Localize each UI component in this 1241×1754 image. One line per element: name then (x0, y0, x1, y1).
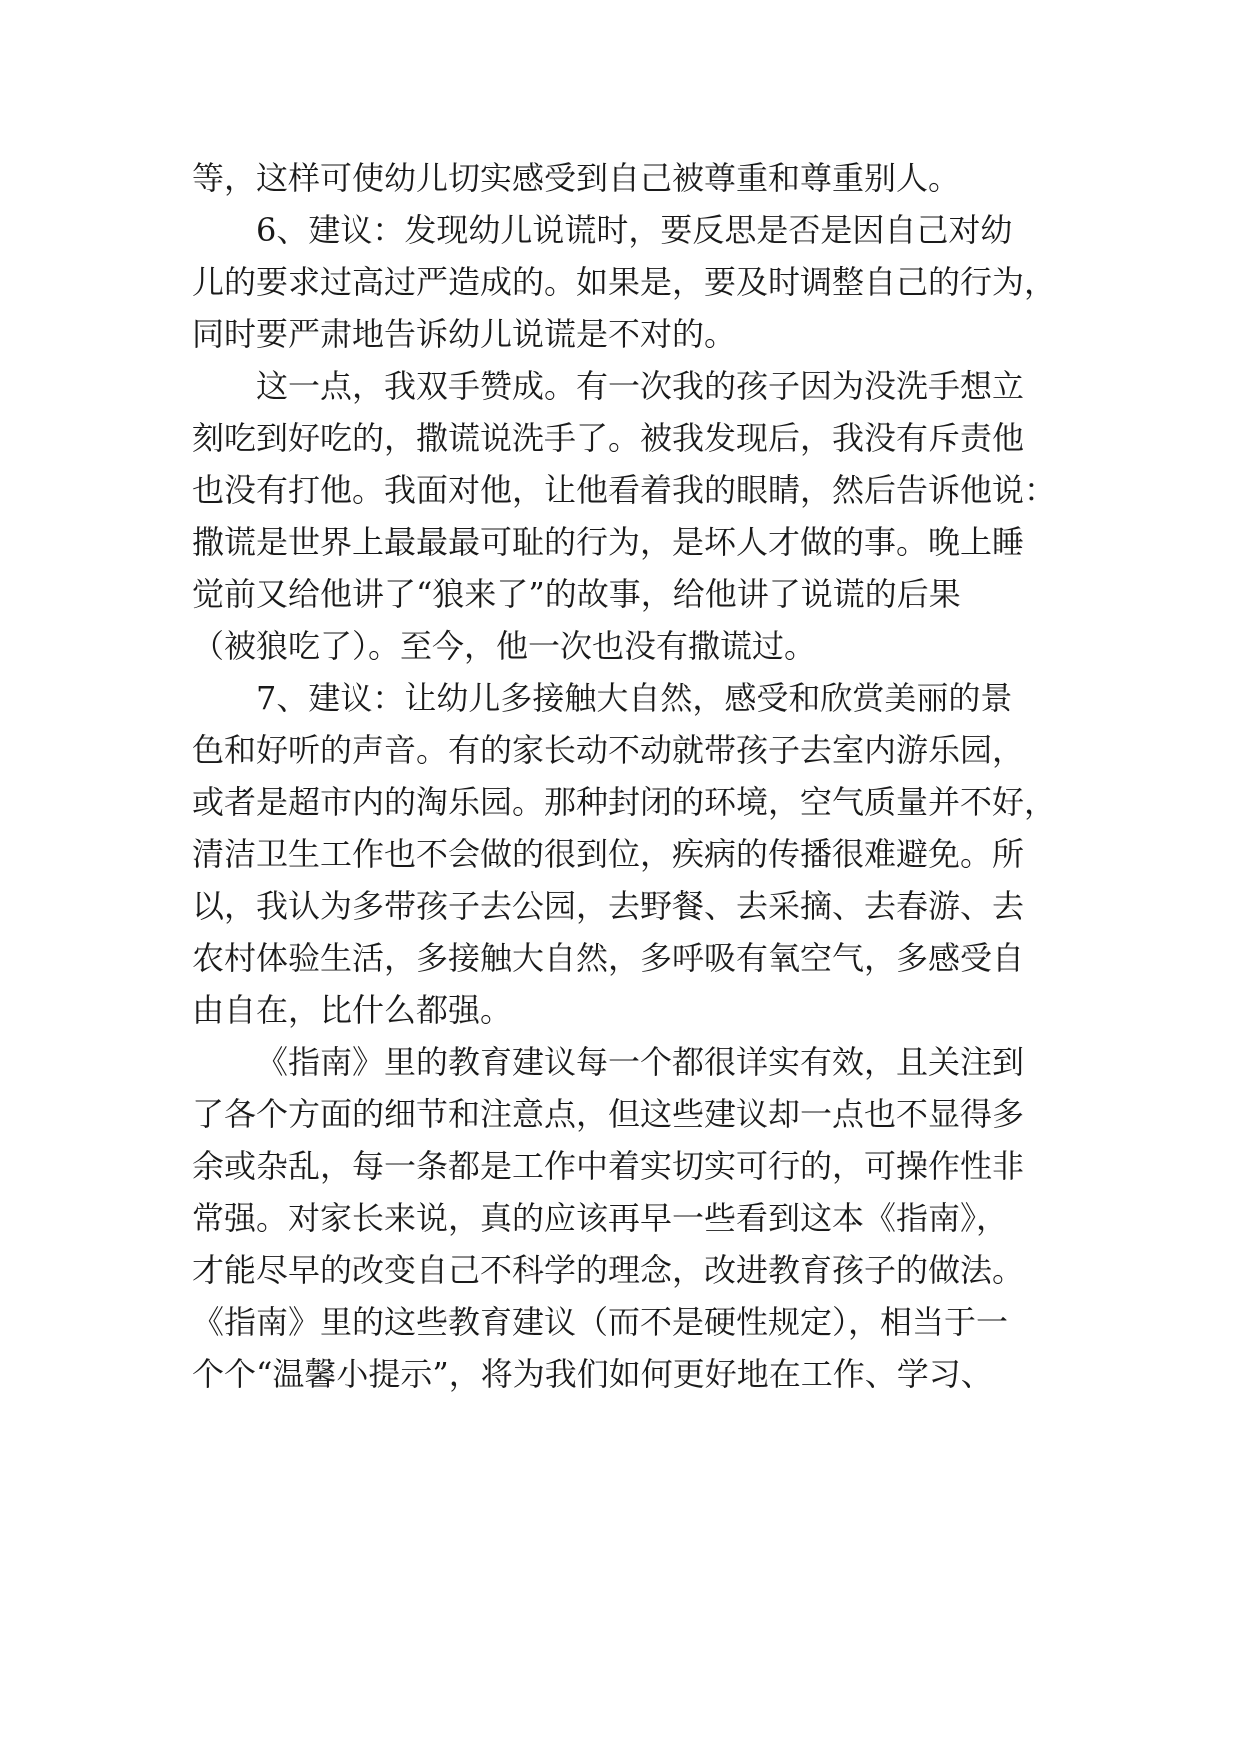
text-line: 以，我认为多带孩子去公园，去野餐、去采摘、去春游、去 (192, 887, 1025, 925)
text-line: 清洁卫生工作也不会做的很到位，疾病的传播很难避免。所 (192, 835, 1025, 873)
text-line: 7、建议：让幼儿多接触大自然，感受和欣赏美丽的景 (256, 679, 1013, 717)
text-line: 常强。对家长来说，真的应该再早一些看到这本《指南》， (192, 1199, 1009, 1237)
text-line: 撒谎是世界上最最最可耻的行为，是坏人才做的事。晚上睡 (192, 523, 1025, 561)
text-line: 或者是超市内的淘乐园。那种封闭的环境，空气质量并不好， (192, 783, 1057, 821)
text-line: 个个“温馨小提示”，将为我们如何更好地在工作、学习、 (192, 1355, 993, 1393)
text-line: 才能尽早的改变自己不科学的理念，改进教育孩子的做法。 (192, 1251, 1025, 1289)
text-line: 6、建议：发现幼儿说谎时，要反思是否是因自己对幼 (256, 211, 1013, 249)
text-line: 《指南》里的这些教育建议（而不是硬性规定），相当于一 (192, 1303, 1009, 1341)
text-line: 觉前又给他讲了“狼来了”的故事，给他讲了说谎的后果 (192, 575, 961, 613)
text-line: 刻吃到好吃的，撒谎说洗手了。被我发现后，我没有斥责他 (192, 419, 1025, 457)
text-line: 等，这样可使幼儿切实感受到自己被尊重和尊重别人。 (192, 159, 961, 197)
text-line: 了各个方面的细节和注意点，但这些建议却一点也不显得多 (192, 1095, 1025, 1133)
text-line: 也没有打他。我面对他，让他看着我的眼睛，然后告诉他说： (192, 471, 1057, 509)
text-line: 余或杂乱，每一条都是工作中着实切实可行的，可操作性非 (192, 1147, 1025, 1185)
text-line: 同时要严肃地告诉幼儿说谎是不对的。 (192, 315, 737, 353)
text-line: 儿的要求过高过严造成的。如果是，要及时调整自己的行为， (192, 263, 1057, 301)
text-line: 《指南》里的教育建议每一个都很详实有效，且关注到 (256, 1043, 1025, 1081)
text-line: 色和好听的声音。有的家长动不动就带孩子去室内游乐园， (192, 731, 1025, 769)
text-line: （被狼吃了）。至今，他一次也没有撒谎过。 (192, 627, 817, 665)
text-line: 农村体验生活，多接触大自然，多呼吸有氧空气，多感受自 (192, 939, 1025, 977)
text-line: 这一点，我双手赞成。有一次我的孩子因为没洗手想立 (256, 367, 1025, 405)
text-line: 由自在，比什么都强。 (192, 991, 513, 1029)
